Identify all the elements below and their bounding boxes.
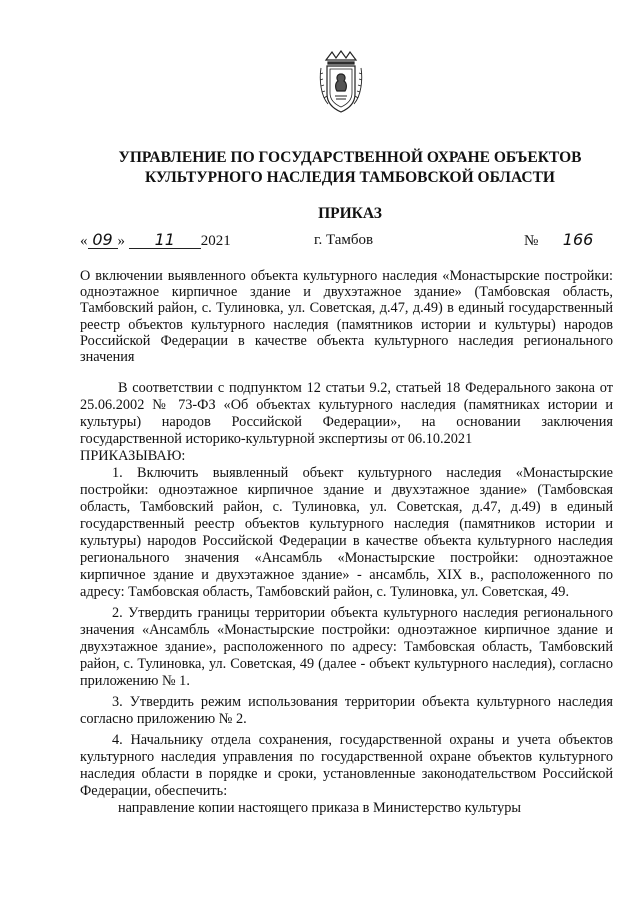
- date-close-quote: »: [117, 233, 125, 249]
- order-item-2: 2. Утвердить границы территории объекта культурного наследия регионального значения «Ансамбль «Монастырские постройки: одноэтажное кирпичное здание и двухэтажное здание», расположенного по адресу: Тамбовская область, Тамбовский район, с. Тулиновка, ул. Советская, 49 (далее - объект культурного наследия), согласно приложению № 1.: [80, 605, 613, 689]
- order-item-4-subpoint: направление копии настоящего приказа в Министерство культуры: [118, 800, 522, 816]
- date-month-handwritten: 11: [129, 232, 201, 249]
- number-handwritten: 166: [562, 230, 594, 249]
- organization-title: [60, 148, 640, 188]
- order-item-3: 3. Утвердить режим использования территории объекта культурного наследия согласно приложению № 2.: [80, 694, 613, 727]
- document-type-heading: ПРИКАЗ: [318, 205, 382, 222]
- order-keyword: ПРИКАЗЫВАЮ:: [80, 448, 186, 464]
- order-number: [524, 232, 600, 254]
- date-day-handwritten: 09: [88, 232, 118, 249]
- order-item-4: 4. Начальнику отдела сохранения, государственной охраны и учета объектов культурного наследия управления по государственной охране объектов культурного наследия области в порядке и сроки, установленные законодательством Российской Федерации, обеспечить:: [80, 732, 613, 799]
- order-subject: О включении выявленного объекта культурного наследия «Монастырские постройки: одноэтажное кирпичное здание и двухэтажное здание» (Тамбовская область, Тамбовский район, с. Тулиновка, ул. Советская, д.47, д.49) в единый государственный реестр объектов культурного наследия (памятников истории и культуры) народов Российской Федерации в качестве объекта культурного наследия регионального значения: [80, 268, 613, 366]
- order-date: [80, 232, 231, 254]
- number-label: №: [524, 233, 539, 249]
- order-body: [80, 380, 613, 817]
- order-city: г. Тамбов: [314, 232, 374, 248]
- organization-title-line-1: УПРАВЛЕНИЕ ПО ГОСУДАРСТВЕННОЙ ОХРАНЕ ОБЪЕКТОВ: [118, 149, 582, 166]
- tambov-coat-of-arms-icon: [318, 50, 364, 114]
- preamble-paragraph: В соответствии с подпунктом 12 статьи 9.2, статьей 18 Федерального закона от 25.06.2002 № 73-ФЗ «Об объектах культурного наследия (памятниках истории и культуры) народов Российской Федерации», на основании заключения государственной историко-культурной экспертизы от 06.10.2021: [80, 380, 613, 447]
- order-item-1: 1. Включить выявленный объект культурного наследия «Монастырские постройки: одноэтажное кирпичное здание и двухэтажное здание» (Тамбовская область, Тамбовский район, с. Тулиновка, ул. Советская, д.47, д.49) в единый государственный реестр объектов культурного наследия (памятников истории и культуры) народов Российской Федерации в качестве объекта культурного наследия регионального значения «Ансамбль «Монастырские постройки: одноэтажное кирпичное здание и двухэтажное здание» - ансамбль, XIX в., расположенного по адресу: Тамбовская область, Тамбовский район, с. Тулиновка, ул. Советская, 49.: [80, 465, 613, 600]
- date-open-quote: «: [80, 233, 88, 249]
- date-year: 2021: [200, 233, 231, 249]
- organization-title-line-2: КУЛЬТУРНОГО НАСЛЕДИЯ ТАМБОВСКОЙ ОБЛАСТИ: [145, 169, 555, 186]
